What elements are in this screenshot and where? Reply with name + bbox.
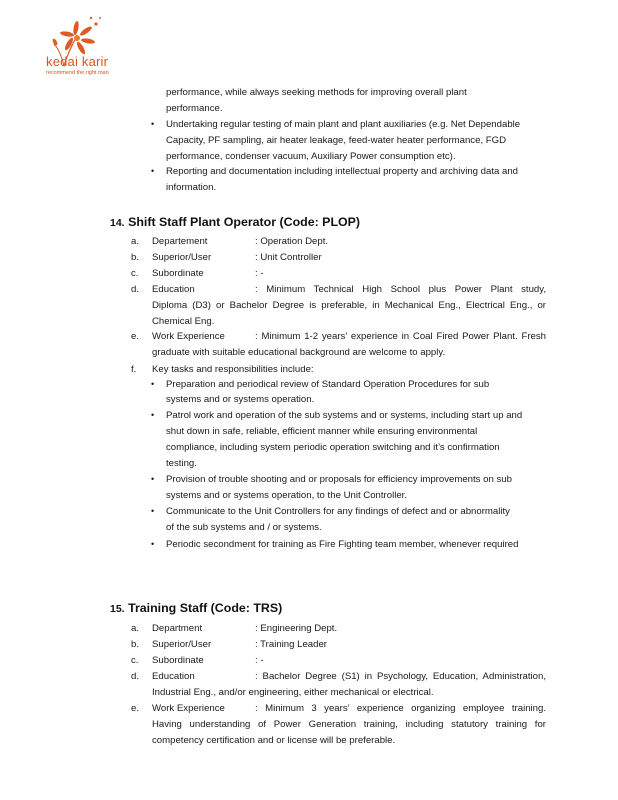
intro-item-3-line-2: information. bbox=[166, 182, 217, 193]
item-letter: b. bbox=[131, 639, 140, 650]
item-letter: a. bbox=[131, 236, 140, 247]
section-title: Shift Staff Plant Operator (Code: PLOP) bbox=[128, 215, 361, 229]
section-14-heading bbox=[110, 215, 360, 229]
field-value-education-cont: Chemical Eng. bbox=[152, 316, 215, 327]
field-value-department: : Engineering Dept. bbox=[255, 623, 338, 634]
task-4-line-2: of the sub systems and / or systems. bbox=[166, 522, 322, 533]
task-2-line-2: shut down in safe, reliable, efficient manner while ensuring environmental bbox=[166, 426, 478, 437]
bullet-icon: • bbox=[151, 539, 155, 549]
field-value-superior: : Training Leader bbox=[255, 639, 327, 650]
field-label-experience: Work Experience bbox=[152, 331, 225, 342]
section-number: 14. bbox=[110, 217, 125, 229]
task-3-line-1: Provision of trouble shooting and or proposals for efficiency improvements on sub bbox=[166, 474, 512, 485]
section-15-heading bbox=[110, 601, 282, 615]
intro-item-2-line-1: Undertaking regular testing of main plant and plant auxiliaries (e.g. Net Dependable bbox=[166, 119, 521, 130]
field-value-experience-cont: competency certification and or license will be preferable. bbox=[152, 735, 396, 746]
field-label-subordinate: Subordinate bbox=[152, 268, 204, 279]
field-value-education: : Bachelor Degree (S1) in Psychology, Education, Administration, bbox=[255, 671, 546, 682]
field-label-education: Education bbox=[152, 671, 195, 682]
item-letter: f. bbox=[131, 364, 137, 375]
field-label-experience: Work Experience bbox=[152, 703, 225, 714]
item-letter: c. bbox=[131, 268, 139, 279]
task-2-line-3: compliance, including system periodic operation switching and it’s confirmation bbox=[166, 442, 500, 453]
bullet-icon: • bbox=[151, 410, 155, 420]
item-letter: e. bbox=[131, 331, 140, 342]
field-label-subordinate: Subordinate bbox=[152, 655, 204, 666]
task-3-line-2: systems and or systems operation, to the Unit Controller. bbox=[166, 490, 408, 501]
field-label-key-tasks: Key tasks and responsibilities include: bbox=[152, 364, 314, 375]
field-label-superior: Superior/User bbox=[152, 639, 212, 650]
brand-name: kedai karir bbox=[46, 54, 109, 69]
section-number: 15. bbox=[110, 603, 125, 615]
field-value-experience: : Minimum 3 years’ experience organizing employee training. bbox=[255, 703, 546, 714]
field-value-subordinate: : - bbox=[255, 655, 264, 666]
intro-item-2-line-2: Capacity, PF sampling, air heater leakage, feed-water heater performance, FGD bbox=[166, 135, 507, 146]
field-value-education-cont: Diploma (D3) or Bachelor Degree is preferable, in Mechanical Eng., Electrical Eng., or bbox=[152, 300, 546, 311]
field-value-experience-cont: Having understanding of Power Generation training, including statutory training for bbox=[152, 719, 546, 730]
task-1-line-1: Preparation and periodical review of Standard Operation Procedures for sub bbox=[166, 379, 490, 390]
field-value-education-cont: Industrial Eng., and/or engineering, either mechanical or electrical. bbox=[152, 687, 434, 698]
item-letter: e. bbox=[131, 703, 140, 714]
bullet-icon: • bbox=[151, 474, 155, 484]
item-letter: d. bbox=[131, 671, 140, 682]
task-5-line-1: Periodic secondment for training as Fire Fighting team member, whenever required bbox=[166, 539, 519, 550]
field-label-superior: Superior/User bbox=[152, 252, 212, 263]
item-letter: a. bbox=[131, 623, 140, 634]
bullet-icon: • bbox=[151, 119, 155, 129]
item-letter: c. bbox=[131, 655, 139, 666]
section-title: Training Staff (Code: TRS) bbox=[128, 601, 283, 615]
task-4-line-1: Communicate to the Unit Controllers for any findings of defect and or abnormality bbox=[166, 506, 510, 517]
intro-item-1-line-2: performance. bbox=[166, 103, 223, 114]
brand-tagline: recommend the right man bbox=[46, 70, 109, 76]
field-label-department: Department bbox=[152, 623, 203, 634]
field-value-superior: : Unit Controller bbox=[255, 252, 322, 263]
field-value-experience-cont: graduate with suitable educational background are welcome to apply. bbox=[152, 347, 446, 358]
intro-item-3-line-1: Reporting and documentation including intellectual property and archiving data and bbox=[166, 166, 519, 177]
item-letter: b. bbox=[131, 252, 140, 263]
field-label-department: Departement bbox=[152, 236, 208, 247]
field-value-department: : Operation Dept. bbox=[255, 236, 329, 247]
field-label-education: Education bbox=[152, 284, 195, 295]
bullet-icon: • bbox=[151, 379, 155, 389]
task-1-line-2: systems and or systems operation. bbox=[166, 394, 315, 405]
field-value-subordinate: : - bbox=[255, 268, 264, 279]
bullet-icon: • bbox=[151, 166, 155, 176]
task-2-line-1: Patrol work and operation of the sub systems and or systems, including start up and bbox=[166, 410, 523, 421]
intro-item-2-line-3: performance, condenser vacuum, Auxiliary Power consumption etc). bbox=[166, 151, 456, 162]
task-2-line-4: testing. bbox=[166, 458, 197, 469]
item-letter: d. bbox=[131, 284, 140, 295]
field-value-education: : Minimum Technical High School plus Power Plant study, bbox=[255, 284, 546, 295]
bullet-icon: • bbox=[151, 506, 155, 516]
intro-item-1-line-1: performance, while always seeking methods for improving overall plant bbox=[166, 87, 467, 98]
field-value-experience: : Minimum 1-2 years’ experience in Coal Fired Power Plant. Fresh bbox=[255, 331, 546, 342]
